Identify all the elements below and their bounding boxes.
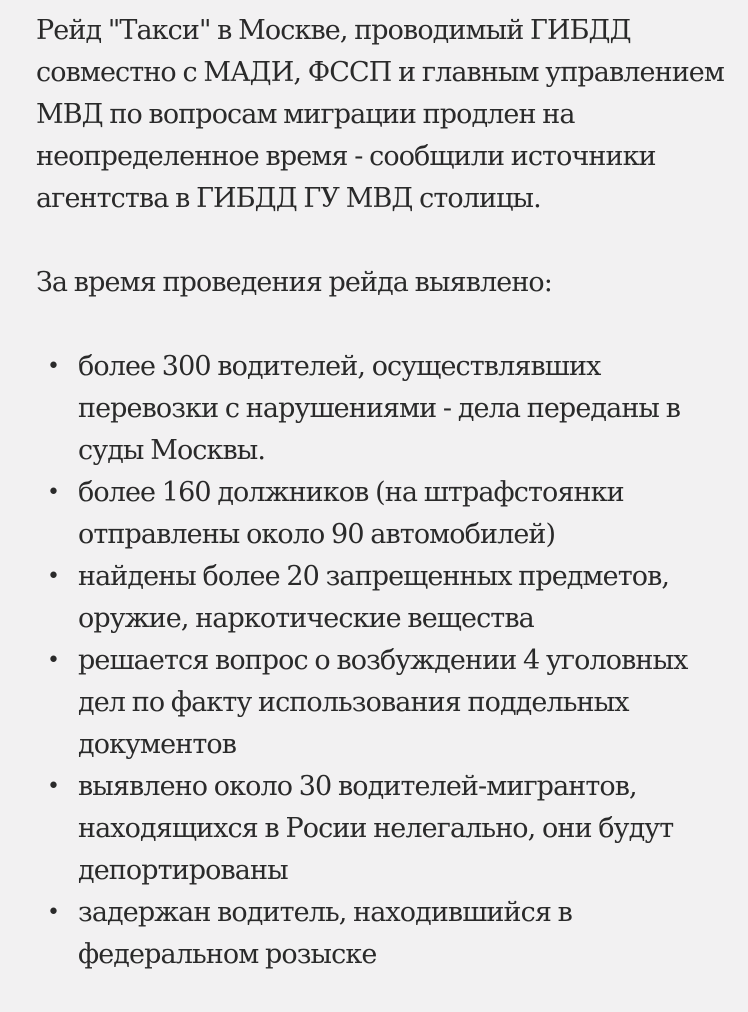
findings-list bbox=[36, 346, 728, 976]
list-item bbox=[36, 892, 728, 976]
bullet-icon: • bbox=[47, 480, 60, 505]
list-item-text: решается вопрос о возбуждении 4 уголовных дел по факту использования поддельных документов bbox=[78, 645, 688, 760]
intro-paragraph: Рейд "Такси" в Москве, проводимый ГИБДД совместно с МАДИ, ФССП и главным управлением МВД по вопросам миграции продлен на неопределенное время - сообщили источники агентства в ГИБДД ГУ МВД столицы. bbox=[36, 15, 724, 214]
list-item-text: более 160 должников (на штрафстоянки отправлены около 90 автомобилей) bbox=[78, 477, 624, 550]
list-item bbox=[36, 472, 728, 556]
list-item-text: найдены более 20 запрещенных предметов, оружие, наркотические вещества bbox=[78, 561, 670, 634]
list-item bbox=[36, 556, 728, 640]
list-item-text: задержан водитель, находившийся в федеральном розыске bbox=[78, 897, 572, 970]
list-item bbox=[36, 640, 728, 766]
lead-paragraph: За время проведения рейда выявлено: bbox=[36, 267, 552, 298]
bullet-icon: • bbox=[47, 354, 60, 379]
list-item bbox=[36, 766, 728, 892]
list-item-text: выявлено около 30 водителей-мигрантов, находящихся в Росии нелегально, они будут депортированы bbox=[78, 771, 674, 886]
bullet-icon: • bbox=[47, 900, 60, 925]
bullet-icon: • bbox=[47, 564, 60, 589]
bullet-icon: • bbox=[47, 648, 60, 673]
list-item-text: более 300 водителей, осуществлявших перевозки с нарушениями - дела переданы в суды Москвы. bbox=[78, 351, 680, 466]
list-item bbox=[36, 346, 728, 472]
bullet-icon: • bbox=[47, 774, 60, 799]
